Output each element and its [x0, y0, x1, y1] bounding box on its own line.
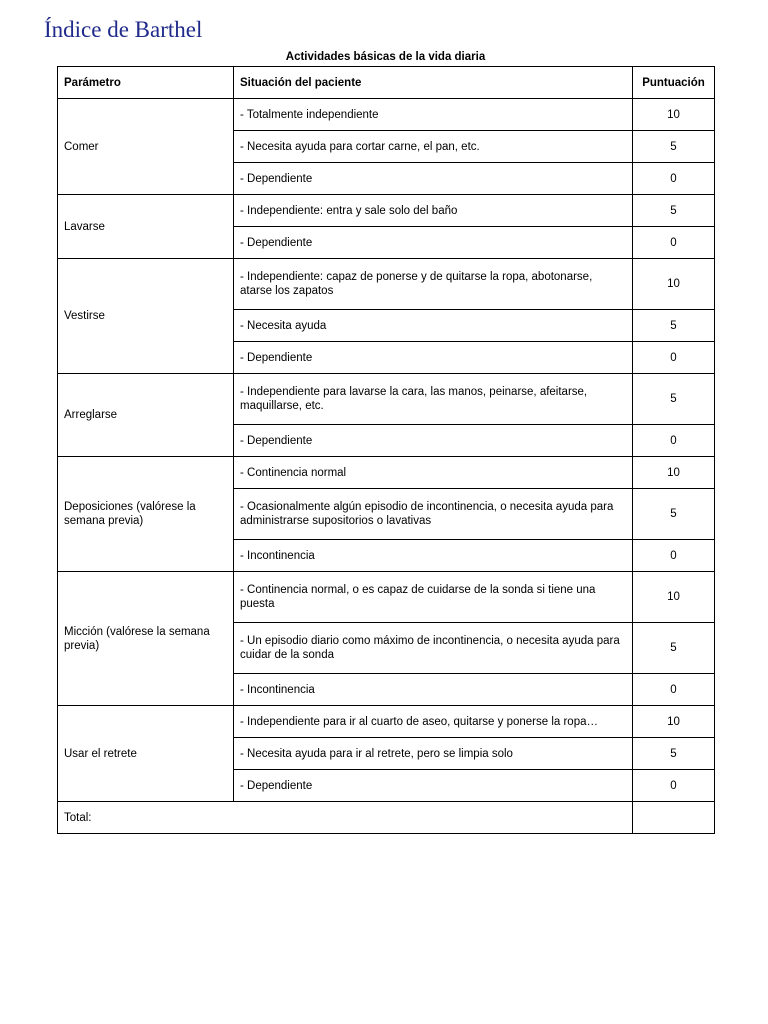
table-row: [58, 374, 715, 425]
parameter-cell: Comer: [58, 99, 234, 195]
total-label: Total:: [58, 802, 633, 834]
score-cell: 10: [633, 572, 715, 623]
situation-cell: - Dependiente: [234, 425, 633, 457]
score-cell: 5: [633, 310, 715, 342]
situation-cell: - Dependiente: [234, 770, 633, 802]
situation-cell: - Un episodio diario como máximo de incontinencia, o necesita ayuda para cuidar de la sonda: [234, 623, 633, 674]
table-row: [58, 195, 715, 227]
header-parameter: Parámetro: [58, 67, 234, 99]
score-cell: 0: [633, 227, 715, 259]
situation-cell: - Continencia normal: [234, 457, 633, 489]
situation-cell: - Independiente: capaz de ponerse y de quitarse la ropa, abotonarse, atarse los zapatos: [234, 259, 633, 310]
score-cell: 0: [633, 342, 715, 374]
situation-cell: - Independiente: entra y sale solo del baño: [234, 195, 633, 227]
parameter-cell: Vestirse: [58, 259, 234, 374]
parameter-cell: Arreglarse: [58, 374, 234, 457]
header-score: Puntuación: [633, 67, 715, 99]
situation-cell: - Independiente para ir al cuarto de aseo, quitarse y ponerse la ropa…: [234, 706, 633, 738]
score-cell: 10: [633, 457, 715, 489]
table-caption: Actividades básicas de la vida diaria: [285, 51, 486, 63]
table-header-row: [58, 67, 715, 99]
situation-cell: - Necesita ayuda: [234, 310, 633, 342]
score-cell: 0: [633, 674, 715, 706]
situation-cell: - Necesita ayuda para cortar carne, el pan, etc.: [234, 131, 633, 163]
table-row: [58, 706, 715, 738]
situation-cell: - Totalmente independiente: [234, 99, 633, 131]
total-row: [58, 802, 715, 834]
total-score-cell: [633, 802, 715, 834]
parameter-cell: Usar el retrete: [58, 706, 234, 802]
situation-cell: - Necesita ayuda para ir al retrete, pero se limpia solo: [234, 738, 633, 770]
situation-cell: - Incontinencia: [234, 674, 633, 706]
score-cell: 0: [633, 540, 715, 572]
parameter-cell: Lavarse: [58, 195, 234, 259]
score-cell: 10: [633, 259, 715, 310]
parameter-cell: Micción (valórese la semana previa): [58, 572, 234, 706]
score-cell: 5: [633, 489, 715, 540]
situation-cell: - Dependiente: [234, 342, 633, 374]
situation-cell: - Ocasionalmente algún episodio de incontinencia, o necesita ayuda para administrarse supositorios o lavativas: [234, 489, 633, 540]
situation-cell: - Incontinencia: [234, 540, 633, 572]
situation-cell: - Dependiente: [234, 227, 633, 259]
score-cell: 10: [633, 99, 715, 131]
score-cell: 0: [633, 163, 715, 195]
score-cell: 5: [633, 374, 715, 425]
document-title: Índice de Barthel: [44, 17, 203, 42]
score-cell: 5: [633, 195, 715, 227]
table-row: [58, 457, 715, 489]
score-cell: 0: [633, 770, 715, 802]
header-situation: Situación del paciente: [234, 67, 633, 99]
score-cell: 5: [633, 623, 715, 674]
score-cell: 10: [633, 706, 715, 738]
barthel-table: [57, 66, 715, 834]
table-row: [58, 572, 715, 623]
situation-cell: - Dependiente: [234, 163, 633, 195]
score-cell: 5: [633, 738, 715, 770]
table-row: [58, 259, 715, 310]
table-row: [58, 99, 715, 131]
situation-cell: - Independiente para lavarse la cara, las manos, peinarse, afeitarse, maquillarse, etc.: [234, 374, 633, 425]
parameter-cell: Deposiciones (valórese la semana previa): [58, 457, 234, 572]
score-cell: 5: [633, 131, 715, 163]
score-cell: 0: [633, 425, 715, 457]
situation-cell: - Continencia normal, o es capaz de cuidarse de la sonda si tiene una puesta: [234, 572, 633, 623]
